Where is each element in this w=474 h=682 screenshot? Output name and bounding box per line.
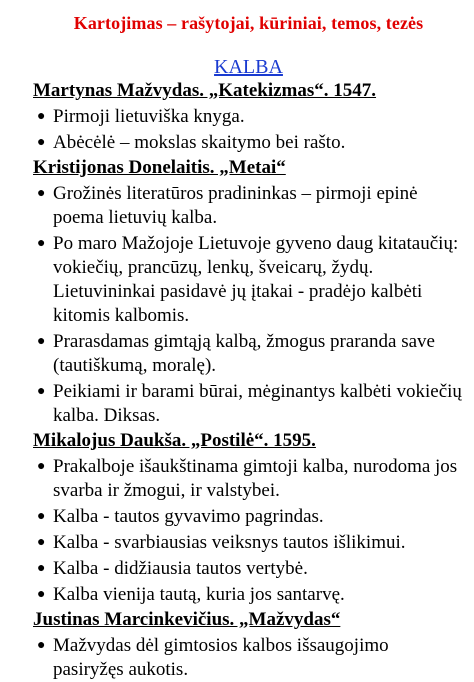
bullet-icon: ●: [37, 509, 46, 524]
author-heading: Martynas Mažvydas. „Katekizmas“. 1547.: [33, 80, 377, 101]
list-item: [33, 455, 464, 503]
list-item: [33, 232, 464, 328]
list-item: [33, 380, 464, 428]
entry: [33, 156, 464, 428]
bullet-icon: ●: [37, 109, 46, 124]
bullet-icon: ●: [37, 638, 46, 653]
list-item-text: Mažvydas dėl gimtosios kalbos išsaugojimo pasiryžęs aukotis.: [53, 635, 389, 680]
list-item-text: Prakalboje išaukštinama gimtoji kalba, nurodoma jos svarba ir žmogui, ir valstybei.: [53, 456, 458, 501]
item-list: [33, 105, 464, 155]
item-list: [33, 455, 464, 607]
list-item-text: Kalba - tautos gyvavimo pagrindas.: [53, 506, 324, 527]
list-item: [33, 505, 464, 529]
list-item: [33, 131, 464, 155]
entry: [33, 608, 464, 682]
section-title: KALBA: [214, 56, 283, 78]
list-item: [33, 531, 464, 555]
list-item-text: Kalba vienija tautą, kuria jos santarvę.: [53, 584, 345, 605]
bullet-icon: ●: [37, 186, 46, 201]
bullet-icon: ●: [37, 236, 46, 251]
list-item: [33, 557, 464, 581]
author-heading: Kristijonas Donelaitis. „Metai“: [33, 157, 286, 178]
list-item: [33, 583, 464, 607]
list-item-text: Prarasdamas gimtąją kalbą, žmogus praranda save (tautiškumą, moralę).: [53, 331, 435, 376]
author-heading: Mikalojus Daukša. „Postilė“. 1595.: [33, 430, 316, 451]
list-item-text: Po maro Mažojoje Lietuvoje gyveno daug kitataučių: vokiečių, prancūzų, lenkų, šveicarų, žydų. Lietuvininkai pasidavė jų įtakai - pradėjo kalbėti kitomis kalbomis.: [53, 233, 459, 326]
bullet-icon: ●: [37, 535, 46, 550]
list-item-text: Kalba - didžiausia tautos vertybė.: [53, 558, 308, 579]
list-item: [33, 105, 464, 129]
list-item: [33, 182, 464, 230]
entry: [33, 429, 464, 607]
bullet-icon: ●: [37, 459, 46, 474]
entry: [33, 79, 464, 155]
list-item: [33, 634, 464, 682]
list-item-text: Grožinės literatūros pradininkas – pirmoji epinė poema lietuvių kalba.: [53, 183, 418, 228]
list-item-text: Pirmoji lietuviška knyga.: [53, 106, 245, 127]
list-item-text: Peikiami ir barami būrai, mėginantys kalbėti vokiečių kalba. Diksas.: [53, 381, 462, 426]
bullet-icon: ●: [37, 334, 46, 349]
list-item-text: Abėcėlė – mokslas skaitymo bei rašto.: [53, 132, 346, 153]
bullet-icon: ●: [37, 384, 46, 399]
author-heading: Justinas Marcinkevičius. „Mažvydas“: [33, 609, 341, 630]
bullet-icon: ●: [37, 135, 46, 150]
list-item: [33, 330, 464, 378]
bullet-icon: ●: [37, 561, 46, 576]
bullet-icon: ●: [37, 587, 46, 602]
list-item-text: Kalba - svarbiausias veiksnys tautos išlikimui.: [53, 532, 406, 553]
document-title: Kartojimas – rašytojai, kūriniai, temos, tezės: [73, 13, 424, 33]
item-list: [33, 634, 464, 682]
item-list: [33, 182, 464, 428]
